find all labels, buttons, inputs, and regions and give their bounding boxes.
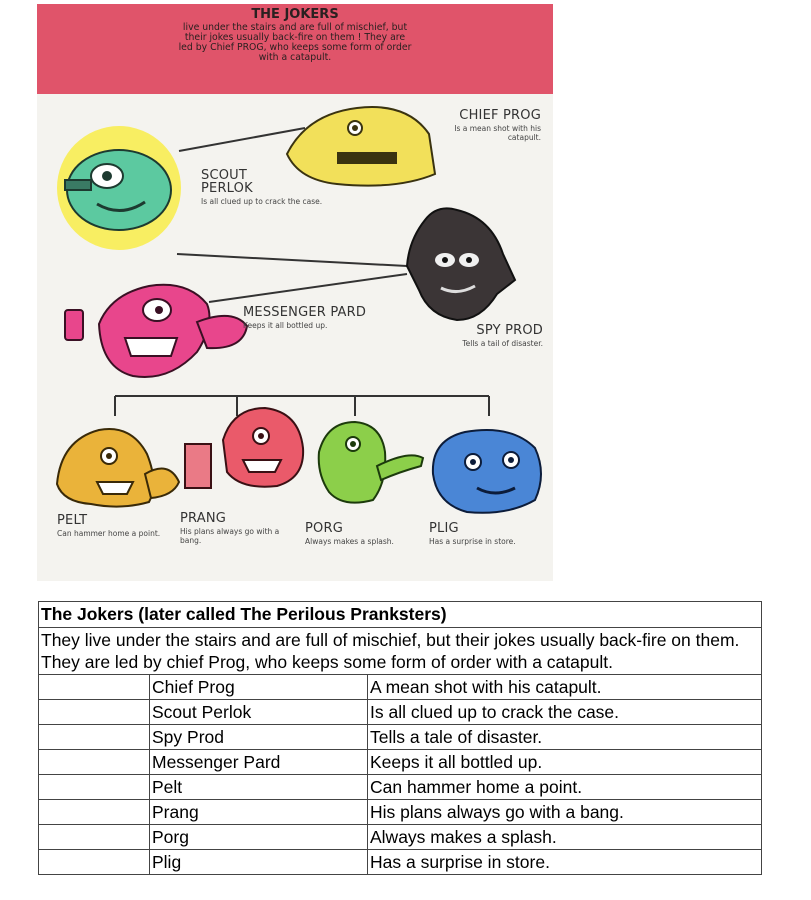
pelt-desc: Can hammer home a point. bbox=[57, 529, 161, 538]
table-row bbox=[39, 675, 762, 700]
character-illustrations bbox=[37, 4, 553, 581]
character-name-cell: Chief Prog bbox=[150, 675, 368, 700]
table-cell-empty bbox=[39, 750, 150, 775]
character-name-cell: Pelt bbox=[150, 775, 368, 800]
plig-name: PLIG bbox=[429, 521, 459, 536]
character-name-cell: Prang bbox=[150, 800, 368, 825]
spy-prod-figure bbox=[407, 208, 515, 320]
chief-prog-desc: Is a mean shot with his catapult. bbox=[454, 124, 541, 142]
messenger-pard-desc: Keeps it all bottled up. bbox=[243, 321, 328, 330]
chief-prog-label bbox=[409, 109, 541, 142]
table-cell-empty bbox=[39, 775, 150, 800]
jokers-info-table bbox=[38, 601, 762, 875]
porg-label bbox=[305, 522, 423, 546]
plig-desc: Has a surprise in store. bbox=[429, 537, 516, 546]
table-row bbox=[39, 800, 762, 825]
character-name-cell: Porg bbox=[150, 825, 368, 850]
banner-title: THE JOKERS bbox=[251, 7, 339, 22]
prang-desc: His plans always go with a bang. bbox=[180, 527, 280, 545]
table-row bbox=[39, 700, 762, 725]
character-desc-cell: Tells a tale of disaster. bbox=[368, 725, 762, 750]
spy-prod-label bbox=[417, 324, 543, 348]
prang-label bbox=[180, 512, 280, 545]
character-desc-cell: Is all clued up to crack the case. bbox=[368, 700, 762, 725]
prang-name: PRANG bbox=[180, 511, 227, 526]
plig-label bbox=[429, 522, 549, 546]
table-row bbox=[39, 750, 762, 775]
character-name-cell: Scout Perlok bbox=[150, 700, 368, 725]
porg-figure bbox=[319, 422, 423, 503]
table-cell-empty bbox=[39, 850, 150, 875]
spy-prod-desc: Tells a tail of disaster. bbox=[462, 339, 543, 348]
character-name-cell: Plig bbox=[150, 850, 368, 875]
jokers-poster-image bbox=[37, 4, 553, 581]
messenger-pard-figure bbox=[65, 285, 247, 377]
plig-figure bbox=[433, 430, 541, 513]
table-cell-empty bbox=[39, 675, 150, 700]
banner-text: live under the stairs and are full of mischief, but their jokes usually back-fire on them ! They are led by Chief PROG, who keeps some form of order with a catapult. bbox=[178, 22, 412, 63]
character-desc-cell: Can hammer home a point. bbox=[368, 775, 762, 800]
messenger-pard-label bbox=[243, 306, 403, 330]
table-cell-empty bbox=[39, 825, 150, 850]
messenger-pard-name: MESSENGER PARD bbox=[243, 305, 367, 320]
character-desc-cell: Always makes a splash. bbox=[368, 825, 762, 850]
table-title-row bbox=[39, 602, 762, 628]
porg-name: PORG bbox=[305, 521, 343, 536]
character-desc-cell: His plans always go with a bang. bbox=[368, 800, 762, 825]
table-description-row bbox=[39, 628, 762, 675]
character-desc-cell: Has a surprise in store. bbox=[368, 850, 762, 875]
table-row bbox=[39, 725, 762, 750]
scout-perlok-label bbox=[201, 169, 371, 206]
table-description: They live under the stairs and are full of mischief, but their jokes usually back-fire on them. They are led by chief Prog, who keeps some form of order with a catapult. bbox=[39, 628, 762, 675]
table-row bbox=[39, 850, 762, 875]
pelt-figure bbox=[57, 429, 179, 507]
table-cell-empty bbox=[39, 800, 150, 825]
table-cell-empty bbox=[39, 700, 150, 725]
scout-perlok-figure bbox=[65, 150, 171, 230]
table-row bbox=[39, 825, 762, 850]
table-row bbox=[39, 775, 762, 800]
scout-perlok-desc: Is all clued up to crack the case. bbox=[201, 197, 323, 206]
spy-prod-name: SPY PROD bbox=[476, 323, 543, 338]
table-title: The Jokers (later called The Perilous Pranksters) bbox=[39, 602, 762, 628]
character-desc-cell: A mean shot with his catapult. bbox=[368, 675, 762, 700]
chief-prog-name: CHIEF PROG bbox=[459, 108, 541, 123]
porg-desc: Always makes a splash. bbox=[305, 537, 394, 546]
prang-figure bbox=[185, 408, 303, 488]
character-name-cell: Messenger Pard bbox=[150, 750, 368, 775]
character-name-cell: Spy Prod bbox=[150, 725, 368, 750]
pelt-label bbox=[57, 514, 161, 538]
character-desc-cell: Keeps it all bottled up. bbox=[368, 750, 762, 775]
pelt-name: PELT bbox=[57, 513, 88, 528]
scout-perlok-name: SCOUT PERLOK bbox=[201, 168, 253, 196]
table-cell-empty bbox=[39, 725, 150, 750]
